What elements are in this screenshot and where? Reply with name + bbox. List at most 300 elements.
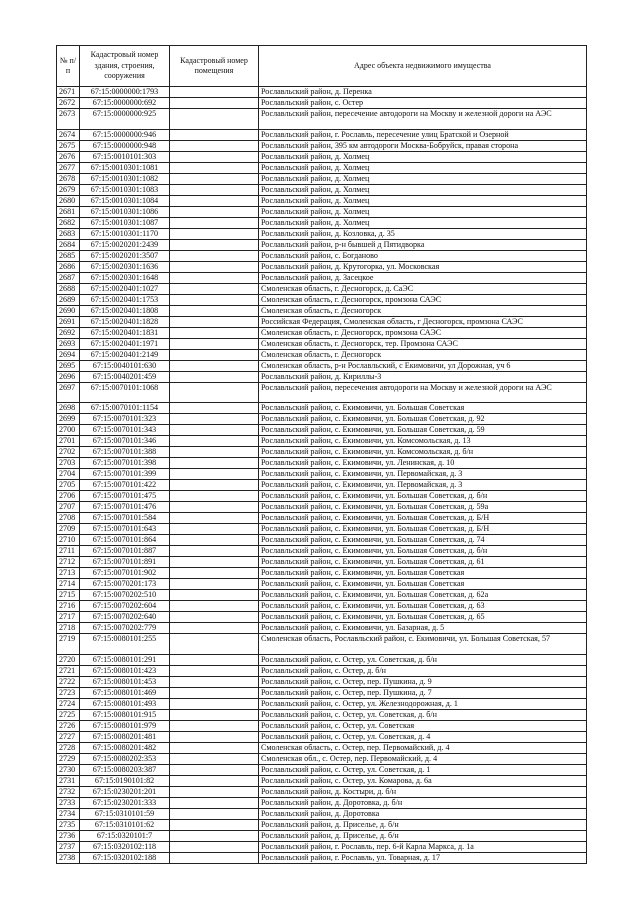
row-address: Рославльский район, с. Екимовичи, ул. Большая Советская, д. 74 xyxy=(259,535,587,546)
row-num: 2693 xyxy=(57,338,80,349)
table-row xyxy=(57,797,587,808)
row-cadastral-building: 67:15:0070202:779 xyxy=(80,623,170,634)
row-cadastral-building: 67:15:0070101:1154 xyxy=(80,403,170,414)
row-cadastral-building: 67:15:0070101:584 xyxy=(80,513,170,524)
row-cadastral-room xyxy=(170,601,259,612)
row-cadastral-building: 67:15:0020401:1828 xyxy=(80,316,170,327)
table-row xyxy=(57,327,587,338)
row-address: Российская Федерация, Смоленская область, г Десногорск, промзона САЭС xyxy=(259,316,587,327)
row-cadastral-room xyxy=(170,129,259,140)
row-num: 2687 xyxy=(57,272,80,283)
table-row xyxy=(57,173,587,184)
row-cadastral-building: 67:15:0070101:475 xyxy=(80,491,170,502)
row-cadastral-building: 67:15:0070101:398 xyxy=(80,458,170,469)
row-address: Рославльский район, с. Екимовичи, ул. Большая Советская, д. Б/Н xyxy=(259,524,587,535)
row-address: Рославльский район, д. Холмец xyxy=(259,195,587,206)
row-cadastral-room xyxy=(170,228,259,239)
row-cadastral-room xyxy=(170,535,259,546)
row-address: Рославльский район, д. Холмец xyxy=(259,151,587,162)
row-cadastral-room xyxy=(170,546,259,557)
row-cadastral-room xyxy=(170,720,259,731)
table-row xyxy=(57,742,587,753)
row-cadastral-room xyxy=(170,830,259,841)
row-address: Рославльский район, с. Остер, ул. Железнодорожная, д. 1 xyxy=(259,698,587,709)
row-address: Рославльский район, с. Екимовичи, ул. Первомайская, д. 3 xyxy=(259,469,587,480)
row-num: 2712 xyxy=(57,557,80,568)
table-row xyxy=(57,349,587,360)
row-cadastral-room xyxy=(170,557,259,568)
row-cadastral-room xyxy=(170,98,259,109)
row-cadastral-building: 67:15:0070101:476 xyxy=(80,502,170,513)
row-cadastral-building: 67:15:0000000:925 xyxy=(80,109,170,130)
row-num: 2716 xyxy=(57,601,80,612)
row-cadastral-room xyxy=(170,524,259,535)
row-cadastral-room xyxy=(170,425,259,436)
row-cadastral-room xyxy=(170,753,259,764)
row-num: 2689 xyxy=(57,294,80,305)
row-num: 2718 xyxy=(57,623,80,634)
table-row xyxy=(57,469,587,480)
row-address: Смоленская область, г. Десногорск xyxy=(259,305,587,316)
row-address: Рославльский район, с. Екимовичи, ул. Большая Советская, д. б/н xyxy=(259,491,587,502)
table-row xyxy=(57,665,587,676)
row-num: 2677 xyxy=(57,162,80,173)
row-cadastral-building: 67:15:0320102:188 xyxy=(80,852,170,863)
table-row xyxy=(57,140,587,151)
row-cadastral-room xyxy=(170,195,259,206)
table-row xyxy=(57,371,587,382)
row-num: 2709 xyxy=(57,524,80,535)
row-cadastral-building: 67:15:0010301:1170 xyxy=(80,228,170,239)
table-row xyxy=(57,360,587,371)
row-num: 2729 xyxy=(57,753,80,764)
row-cadastral-building: 67:15:0020401:1027 xyxy=(80,283,170,294)
row-address: Рославльский район, пересечения автодороги на Москву и железной дороги на АЭС xyxy=(259,382,587,403)
row-cadastral-room xyxy=(170,513,259,524)
row-cadastral-building: 67:15:0000000:1793 xyxy=(80,87,170,98)
table-row xyxy=(57,546,587,557)
row-address: Рославльский район, д. Перенка xyxy=(259,87,587,98)
row-cadastral-room xyxy=(170,709,259,720)
row-address: Рославльский район, г. Рославль, пересечение улиц Братской и Озерной xyxy=(259,129,587,140)
row-num: 2681 xyxy=(57,206,80,217)
row-num: 2700 xyxy=(57,425,80,436)
row-address: Смоленская область, г. Десногорск xyxy=(259,349,587,360)
row-address: Рославльский район, с. Остер, д. б/н xyxy=(259,665,587,676)
row-cadastral-room xyxy=(170,819,259,830)
row-address: Рославльский район, д. Костыри, д. б/н xyxy=(259,786,587,797)
table-row xyxy=(57,698,587,709)
table-row xyxy=(57,195,587,206)
row-cadastral-building: 67:15:0000000:692 xyxy=(80,98,170,109)
row-num: 2731 xyxy=(57,775,80,786)
row-cadastral-room xyxy=(170,590,259,601)
row-address: Рославльский район, д. Доротовка xyxy=(259,808,587,819)
row-address: Рославльский район, с. Екимовичи, ул. Большая Советская, д. б/н xyxy=(259,546,587,557)
row-address: Рославльский район, с. Екимовичи, ул. Большая Советская, д. 59 xyxy=(259,425,587,436)
row-cadastral-building: 67:15:0080101:255 xyxy=(80,634,170,655)
row-cadastral-building: 67:15:0080101:493 xyxy=(80,698,170,709)
table-row xyxy=(57,808,587,819)
row-num: 2714 xyxy=(57,579,80,590)
row-address: Смоленская область, г. Десногорск, промзона САЭС xyxy=(259,294,587,305)
table-row xyxy=(57,568,587,579)
row-address: Смоленская область, г. Десногорск, д. СаЭС xyxy=(259,283,587,294)
table-row xyxy=(57,87,587,98)
row-cadastral-building: 67:15:0070101:891 xyxy=(80,557,170,568)
row-cadastral-room xyxy=(170,382,259,403)
row-num: 2676 xyxy=(57,151,80,162)
row-num: 2730 xyxy=(57,764,80,775)
row-cadastral-room xyxy=(170,173,259,184)
row-num: 2732 xyxy=(57,786,80,797)
row-cadastral-building: 67:15:0070101:902 xyxy=(80,568,170,579)
row-num: 2706 xyxy=(57,491,80,502)
row-cadastral-building: 67:15:0020401:2149 xyxy=(80,349,170,360)
row-num: 2695 xyxy=(57,360,80,371)
row-address: Рославльский район, г. Рославль, пер. 6-й Карла Маркса, д. 1а xyxy=(259,841,587,852)
row-cadastral-building: 67:15:0310101:59 xyxy=(80,808,170,819)
row-num: 2684 xyxy=(57,239,80,250)
row-address: Смоленская область, с. Остер, пер. Первомайский, д. 4 xyxy=(259,742,587,753)
row-cadastral-building: 67:15:0190101:82 xyxy=(80,775,170,786)
row-cadastral-building: 67:15:0320102:118 xyxy=(80,841,170,852)
row-address: Рославльский район, с. Богданово xyxy=(259,250,587,261)
row-address: Рославльский район, с. Остер, пер. Пушкина, д. 9 xyxy=(259,676,587,687)
row-address: Рославльский район, с. Остер, ул. Советская, д. б/н xyxy=(259,654,587,665)
row-cadastral-building: 67:15:0080101:979 xyxy=(80,720,170,731)
row-cadastral-room xyxy=(170,808,259,819)
table-row xyxy=(57,634,587,655)
row-num: 2721 xyxy=(57,665,80,676)
row-cadastral-room xyxy=(170,140,259,151)
row-num: 2723 xyxy=(57,687,80,698)
row-cadastral-building: 67:15:0080201:482 xyxy=(80,742,170,753)
row-cadastral-room xyxy=(170,469,259,480)
row-cadastral-room xyxy=(170,349,259,360)
row-num: 2680 xyxy=(57,195,80,206)
row-cadastral-room xyxy=(170,786,259,797)
row-cadastral-building: 67:15:0020201:2439 xyxy=(80,239,170,250)
table-row xyxy=(57,687,587,698)
row-num: 2702 xyxy=(57,447,80,458)
document-page xyxy=(56,45,586,864)
row-cadastral-building: 67:15:0080101:453 xyxy=(80,676,170,687)
table-row xyxy=(57,261,587,272)
row-cadastral-building: 67:15:0000000:948 xyxy=(80,140,170,151)
row-cadastral-building: 67:15:0020301:1648 xyxy=(80,272,170,283)
row-address: Рославльский район, р-н бывшей д Пятидворка xyxy=(259,239,587,250)
row-cadastral-room xyxy=(170,250,259,261)
row-num: 2701 xyxy=(57,436,80,447)
row-cadastral-building: 67:15:0010301:1084 xyxy=(80,195,170,206)
row-cadastral-room xyxy=(170,184,259,195)
row-address: Рославльский район, г. Рославль, ул. Товарная, д. 17 xyxy=(259,852,587,863)
row-cadastral-building: 67:15:0070201:173 xyxy=(80,579,170,590)
row-cadastral-building: 67:15:0000000:946 xyxy=(80,129,170,140)
table-row xyxy=(57,217,587,228)
row-address: Рославльский район, с. Остер, ул. Советская, д. 4 xyxy=(259,731,587,742)
row-cadastral-room xyxy=(170,742,259,753)
row-num: 2694 xyxy=(57,349,80,360)
row-address: Смоленская область, г. Десногорск, тер. Промзона САЭС xyxy=(259,338,587,349)
table-row xyxy=(57,382,587,403)
header-cadastral-building: Кадастровый номер здания, строения, сооружения xyxy=(80,46,170,87)
row-cadastral-building: 67:15:0070101:864 xyxy=(80,535,170,546)
table-row xyxy=(57,206,587,217)
table-row xyxy=(57,623,587,634)
row-address: Рославльский район, с. Екимовичи, ул. Большая Советская, д. 65 xyxy=(259,612,587,623)
row-cadastral-room xyxy=(170,676,259,687)
table-row xyxy=(57,513,587,524)
row-address: Рославльский район, д. Приселье, д. б/н xyxy=(259,830,587,841)
row-num: 2715 xyxy=(57,590,80,601)
row-num: 2674 xyxy=(57,129,80,140)
row-cadastral-building: 67:15:0020401:1971 xyxy=(80,338,170,349)
table-row xyxy=(57,403,587,414)
row-num: 2727 xyxy=(57,731,80,742)
row-address: Рославльский район, д. Холмец xyxy=(259,162,587,173)
row-address: Рославльский район, д. Приселье, д. б/н xyxy=(259,819,587,830)
row-cadastral-room xyxy=(170,87,259,98)
row-address: Смоленская область, р-н Рославльский, с Екимовичи, ул Дорожная, уч 6 xyxy=(259,360,587,371)
table-row xyxy=(57,786,587,797)
header-num: № п/п xyxy=(57,46,80,87)
row-address: Рославльский район, с. Екимовичи, ул. Большая Советская xyxy=(259,403,587,414)
row-address: Смоленская обл., с. Остер, пер. Первомайский, д. 4 xyxy=(259,753,587,764)
row-num: 2696 xyxy=(57,371,80,382)
row-cadastral-building: 67:15:0020301:1636 xyxy=(80,261,170,272)
row-address: Рославльский район, д. Кириллы-3 xyxy=(259,371,587,382)
row-cadastral-building: 67:15:0070101:399 xyxy=(80,469,170,480)
table-row xyxy=(57,294,587,305)
row-cadastral-building: 67:15:0010301:1082 xyxy=(80,173,170,184)
row-cadastral-room xyxy=(170,217,259,228)
row-cadastral-building: 67:15:0010301:1081 xyxy=(80,162,170,173)
row-num: 2734 xyxy=(57,808,80,819)
row-cadastral-room xyxy=(170,612,259,623)
row-cadastral-room xyxy=(170,272,259,283)
table-row xyxy=(57,239,587,250)
row-cadastral-building: 67:15:0080201:481 xyxy=(80,731,170,742)
row-num: 2678 xyxy=(57,173,80,184)
row-address: Рославльский район, д. Крутогорка, ул. Московская xyxy=(259,261,587,272)
row-num: 2724 xyxy=(57,698,80,709)
table-row xyxy=(57,524,587,535)
table-row xyxy=(57,535,587,546)
row-num: 2673 xyxy=(57,109,80,130)
row-cadastral-building: 67:15:0080101:291 xyxy=(80,654,170,665)
row-cadastral-room xyxy=(170,654,259,665)
row-cadastral-room xyxy=(170,665,259,676)
row-cadastral-building: 67:15:0070101:346 xyxy=(80,436,170,447)
row-cadastral-room xyxy=(170,436,259,447)
row-cadastral-room xyxy=(170,731,259,742)
table-row xyxy=(57,830,587,841)
row-address: Рославльский район, д. Холмец xyxy=(259,184,587,195)
row-cadastral-room xyxy=(170,206,259,217)
row-address: Рославльский район, с. Остер, ул. Советская, д. б/н xyxy=(259,709,587,720)
table-row xyxy=(57,338,587,349)
table-row xyxy=(57,425,587,436)
row-cadastral-room xyxy=(170,687,259,698)
row-num: 2735 xyxy=(57,819,80,830)
row-address: Смоленская область, г. Десногорск, промзона САЭС xyxy=(259,327,587,338)
row-num: 2679 xyxy=(57,184,80,195)
row-num: 2671 xyxy=(57,87,80,98)
row-cadastral-room xyxy=(170,502,259,513)
row-address: Рославльский район, с. Екимовичи, ул. Большая Советская, д. 62а xyxy=(259,590,587,601)
table-row xyxy=(57,502,587,513)
row-cadastral-room xyxy=(170,447,259,458)
row-cadastral-building: 67:15:0070202:510 xyxy=(80,590,170,601)
row-num: 2688 xyxy=(57,283,80,294)
row-cadastral-building: 67:15:0010301:1083 xyxy=(80,184,170,195)
table-row xyxy=(57,272,587,283)
table-row xyxy=(57,709,587,720)
table-row xyxy=(57,250,587,261)
row-cadastral-room xyxy=(170,109,259,130)
row-address: Рославльский район, с. Остер, пер. Пушкина, д. 7 xyxy=(259,687,587,698)
row-address: Рославльский район, с. Екимовичи, ул. Комсомольская, д. 13 xyxy=(259,436,587,447)
row-cadastral-room xyxy=(170,283,259,294)
row-num: 2707 xyxy=(57,502,80,513)
row-cadastral-building: 67:15:0230201:201 xyxy=(80,786,170,797)
table-row xyxy=(57,590,587,601)
table-row xyxy=(57,283,587,294)
row-num: 2728 xyxy=(57,742,80,753)
row-address: Рославльский район, с. Остер xyxy=(259,98,587,109)
row-cadastral-building: 67:15:0040201:459 xyxy=(80,371,170,382)
row-cadastral-room xyxy=(170,403,259,414)
row-address: Рославльский район, с. Екимовичи, ул. Комсомольская, д. б/н xyxy=(259,447,587,458)
row-cadastral-room xyxy=(170,852,259,863)
row-num: 2726 xyxy=(57,720,80,731)
row-num: 2713 xyxy=(57,568,80,579)
row-address: Рославльский район, д. Холмец xyxy=(259,217,587,228)
row-address: Смоленская область, Рославльский район, с. Екимовичи, ул. Большая Советская, 57 xyxy=(259,634,587,655)
row-cadastral-building: 67:15:0080203:387 xyxy=(80,764,170,775)
table-header xyxy=(57,46,587,87)
table-body xyxy=(57,87,587,864)
row-cadastral-room xyxy=(170,634,259,655)
row-num: 2692 xyxy=(57,327,80,338)
row-cadastral-room xyxy=(170,151,259,162)
row-cadastral-building: 67:15:0070101:388 xyxy=(80,447,170,458)
row-address: Рославльский район, д. Доротовка, д. б/н xyxy=(259,797,587,808)
row-cadastral-building: 67:15:0070101:887 xyxy=(80,546,170,557)
row-cadastral-room xyxy=(170,371,259,382)
table-row xyxy=(57,753,587,764)
header-cadastral-room: Кадастровый номер помещения xyxy=(170,46,259,87)
row-cadastral-room xyxy=(170,491,259,502)
row-address: Рославльский район, с. Остер, ул. Советская, д. 1 xyxy=(259,764,587,775)
row-cadastral-room xyxy=(170,414,259,425)
row-address: Рославльский район, с. Екимовичи, ул. Большая Советская, д. 61 xyxy=(259,557,587,568)
table-row xyxy=(57,841,587,852)
row-num: 2736 xyxy=(57,830,80,841)
row-address: Рославльский район, пересечение автодороги на Москву и железной дороги на АЭС xyxy=(259,109,587,130)
table-row xyxy=(57,184,587,195)
row-num: 2705 xyxy=(57,480,80,491)
row-cadastral-room xyxy=(170,797,259,808)
row-cadastral-building: 67:15:0230201:333 xyxy=(80,797,170,808)
row-cadastral-room xyxy=(170,294,259,305)
row-cadastral-room xyxy=(170,579,259,590)
row-num: 2738 xyxy=(57,852,80,863)
row-address: Рославльский район, д. Холмец xyxy=(259,173,587,184)
table-row xyxy=(57,316,587,327)
row-cadastral-room xyxy=(170,261,259,272)
row-num: 2737 xyxy=(57,841,80,852)
row-cadastral-building: 67:15:0070101:422 xyxy=(80,480,170,491)
row-cadastral-building: 67:15:0010301:1087 xyxy=(80,217,170,228)
row-cadastral-building: 67:15:0080101:915 xyxy=(80,709,170,720)
table-row xyxy=(57,480,587,491)
row-cadastral-room xyxy=(170,327,259,338)
row-num: 2710 xyxy=(57,535,80,546)
row-num: 2711 xyxy=(57,546,80,557)
row-num: 2722 xyxy=(57,676,80,687)
row-cadastral-room xyxy=(170,480,259,491)
row-address: Рославльский район, с. Екимовичи, ул. Большая Советская, д. 63 xyxy=(259,601,587,612)
row-address: Рославльский район, с. Екимовичи, ул. Большая Советская, д. 92 xyxy=(259,414,587,425)
row-cadastral-building: 67:15:0020401:1831 xyxy=(80,327,170,338)
table-row xyxy=(57,447,587,458)
row-cadastral-room xyxy=(170,360,259,371)
row-num: 2683 xyxy=(57,228,80,239)
row-cadastral-room xyxy=(170,623,259,634)
row-cadastral-room xyxy=(170,568,259,579)
row-address: Рославльский район, с. Екимовичи, ул. Большая Советская xyxy=(259,579,587,590)
row-address: Рославльский район, с. Остер, ул. Советская xyxy=(259,720,587,731)
row-address: Рославльский район, с. Екимовичи, ул. Базарная, д. 5 xyxy=(259,623,587,634)
table-row xyxy=(57,852,587,863)
table-row xyxy=(57,129,587,140)
row-cadastral-building: 67:15:0070202:640 xyxy=(80,612,170,623)
table-row xyxy=(57,436,587,447)
row-cadastral-room xyxy=(170,841,259,852)
row-address: Рославльский район, с. Екимовичи, ул. Первомайская, д. 3 xyxy=(259,480,587,491)
table-row xyxy=(57,579,587,590)
table-row xyxy=(57,676,587,687)
row-address: Рославльский район, 395 км автодороги Москва-Бобруйск, правая сторона xyxy=(259,140,587,151)
row-cadastral-building: 67:15:0070101:323 xyxy=(80,414,170,425)
table-row xyxy=(57,557,587,568)
row-cadastral-building: 67:15:0010301:1086 xyxy=(80,206,170,217)
row-num: 2703 xyxy=(57,458,80,469)
row-cadastral-building: 67:15:0020401:1808 xyxy=(80,305,170,316)
row-num: 2672 xyxy=(57,98,80,109)
table-row xyxy=(57,458,587,469)
row-num: 2708 xyxy=(57,513,80,524)
row-cadastral-room xyxy=(170,698,259,709)
row-num: 2717 xyxy=(57,612,80,623)
row-num: 2733 xyxy=(57,797,80,808)
table-row xyxy=(57,98,587,109)
row-cadastral-room xyxy=(170,775,259,786)
row-num: 2698 xyxy=(57,403,80,414)
table-row xyxy=(57,151,587,162)
row-address: Рославльский район, с. Остер, ул. Комарова, д. 6а xyxy=(259,775,587,786)
table-row xyxy=(57,414,587,425)
table-row xyxy=(57,228,587,239)
row-cadastral-room xyxy=(170,458,259,469)
table-row xyxy=(57,491,587,502)
row-cadastral-building: 67:15:0080101:469 xyxy=(80,687,170,698)
row-num: 2699 xyxy=(57,414,80,425)
row-cadastral-building: 67:15:0070101:1068 xyxy=(80,382,170,403)
